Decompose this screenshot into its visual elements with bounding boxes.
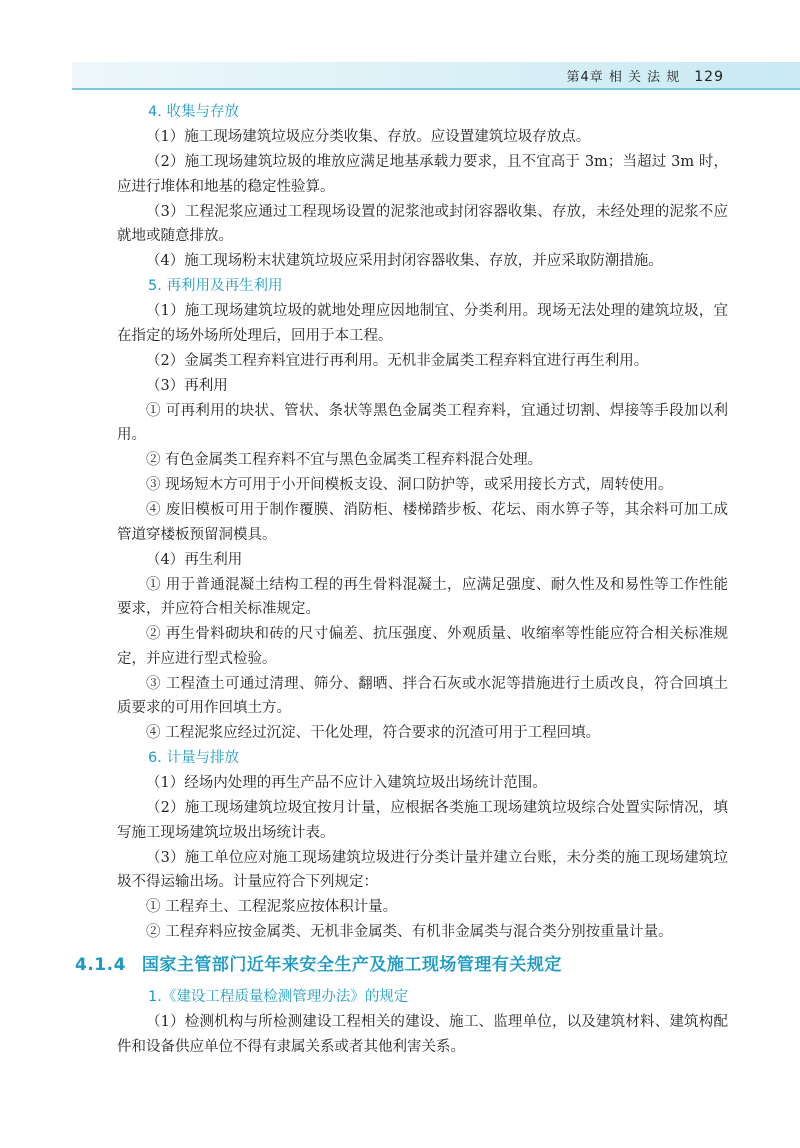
- paragraph: （1）经场内处理的再生产品不应计入建筑垃圾出场统计范围。: [146, 775, 547, 791]
- subsection-heading: 1.《建设工程质量检测管理办法》的规定: [148, 989, 409, 1005]
- paragraph: （3）工程泥浆应通过工程现场设置的泥浆池或封闭容器收集、存放，未经处理的泥浆不应就地或随意排放。: [117, 203, 728, 244]
- paragraph: （4）再生利用: [146, 551, 243, 568]
- paragraph: （1）施工现场建筑垃圾应分类收集、存放。应设置建筑垃圾存放点。: [146, 129, 591, 145]
- paragraph: （1）施工现场建筑垃圾的就地处理应因地制宜、分类利用。现场无法处理的建筑垃圾，宜在指定的场外场所处理后，回用于本工程。: [117, 303, 728, 344]
- paragraph: ③ 现场短木方可用于小开间模板支设、洞口防护等，或采用接长方式，周转使用。: [146, 477, 673, 493]
- paragraph: ④ 工程泥浆应经过沉淀、干化处理，符合要求的沉渣可用于工程回填。: [146, 725, 601, 741]
- paragraph: ③ 工程渣土可通过清理、筛分、翻晒、拌合石灰或水泥等措施进行土质改良，符合回填土质要求的可用作回填土方。: [117, 675, 728, 716]
- paragraph: （3）施工单位应对施工现场建筑垃圾进行分类计量并建立台账，未分类的施工现场建筑垃圾不得运输出场。计量应符合下列规定：: [117, 849, 728, 890]
- paragraph: （2）施工现场建筑垃圾的堆放应满足地基承载力要求，且不宜高于 3m；当超过 3m 时，应进行堆体和地基的稳定性验算。: [117, 154, 728, 195]
- paragraph: ② 工程弃料应按金属类、无机非金属类、有机非金属类与混合类分别按重量计量。: [146, 924, 673, 940]
- running-header: [566, 66, 724, 85]
- paragraph: ② 有色金属类工程弃料不宜与黑色金属类工程弃料混合处理。: [146, 452, 543, 468]
- chapter-title: 第4章 相 关 法 规: [566, 70, 681, 85]
- paragraph: （2）金属类工程弃料宜进行再利用。无机非金属类工程弃料宜进行再生利用。: [146, 352, 649, 369]
- section-heading-collection: 4. 收集与存放: [148, 104, 239, 120]
- major-section-title: 国家主管部门近年来安全生产及施工现场管理有关规定: [141, 955, 562, 975]
- section-heading-reuse: 5. 再利用及再生利用: [148, 278, 283, 294]
- page-number: 129: [694, 69, 724, 85]
- section-heading-measurement: 6. 计量与排放: [148, 750, 239, 766]
- paragraph: ① 用于普通混凝土结构工程的再生骨料混凝土，应满足强度、耐久性及和易性等工作性能要求，并应符合相关标准规定。: [117, 576, 728, 617]
- page-body: [117, 100, 728, 945]
- paragraph: （4）施工现场粉末状建筑垃圾应采用封闭容器收集、存放，并应采取防潮措施。: [146, 253, 663, 269]
- major-section-number: 4.1.4: [75, 955, 126, 975]
- paragraph: （2）施工现场建筑垃圾宜按月计量，应根据各类施工现场建筑垃圾综合处置实际情况，填写施工现场建筑垃圾出场统计表。: [117, 800, 728, 841]
- paragraph: （3）再利用: [146, 377, 228, 394]
- major-section-heading: [75, 950, 728, 975]
- paragraph: ② 再生骨料砌块和砖的尺寸偏差、抗压强度、外观质量、收缩率等性能应符合相关标准规定，并应进行型式检验。: [117, 626, 728, 667]
- major-section: [75, 950, 728, 1060]
- paragraph: ① 工程弃土、工程泥浆应按体积计量。: [146, 899, 398, 915]
- paragraph: （1）检测机构与所检测建设工程相关的建设、施工、监理单位，以及建筑材料、建筑构配件和设备供应单位不得有隶属关系或者其他利害关系。: [117, 1014, 728, 1055]
- paragraph: ① 可再利用的块状、管状、条状等黑色金属类工程弃料，宜通过切割、焊接等手段加以利用。: [117, 402, 728, 443]
- paragraph: ④ 废旧模板可用于制作覆膜、消防柜、楼梯踏步板、花坛、雨水箅子等，其余料可加工成管道穿楼板预留洞模具。: [117, 502, 728, 543]
